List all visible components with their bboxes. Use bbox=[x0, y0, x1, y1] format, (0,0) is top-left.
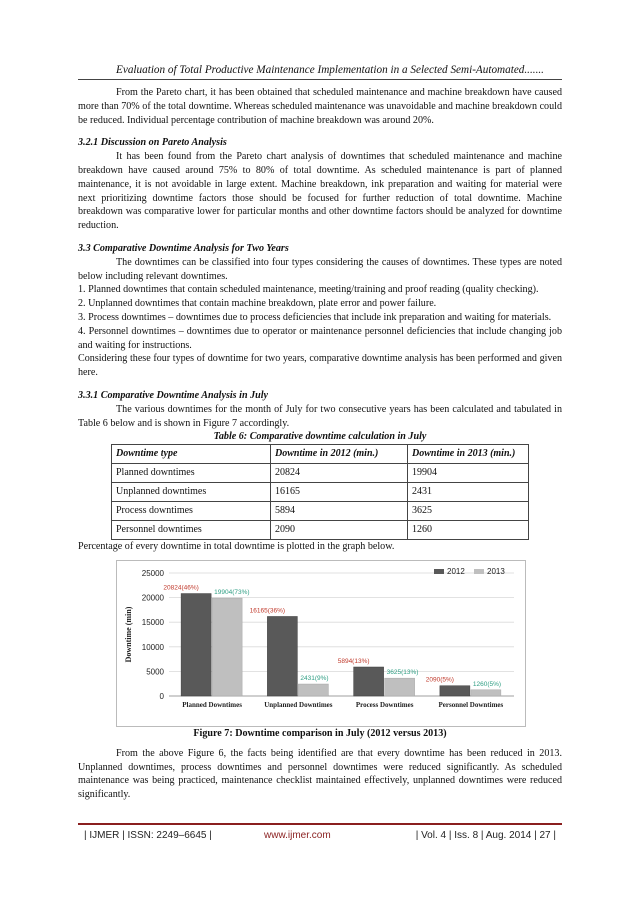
table-row bbox=[112, 483, 529, 502]
bar-2013 bbox=[471, 690, 501, 696]
table-cell: Unplanned downtimes bbox=[112, 483, 271, 502]
bar-2013 bbox=[385, 678, 415, 696]
table-cell: 20824 bbox=[271, 464, 408, 483]
y-tick-label: 0 bbox=[159, 691, 164, 701]
data-label-2012: 5894(13%) bbox=[337, 657, 370, 665]
chart-canvas bbox=[117, 561, 525, 726]
data-label-2012: 2090(5%) bbox=[425, 676, 454, 684]
legend-label-2013: 2013 bbox=[487, 566, 505, 576]
data-label-2013: 1260(5%) bbox=[472, 680, 502, 688]
x-tick-label: Planned Downtimes bbox=[182, 700, 242, 709]
paragraph-3-2-1: It has been found from the Pareto chart analysis of downtimes that scheduled maintenance and machine breakdown have caused around 75% to 80% of total downtime. As scheduled maintenance is part of planned maintenance, it is not avoidable in large extent. Machine breakdown, ink preparation and waiting for material were next prioritizing downtime factors those should be focused for further reduction of total downtime. Machine breakdown was comparative lower for particular months and other downtime factors should be analyzed for downtime reduction. bbox=[78, 151, 562, 232]
list-item: 3. Process downtimes – downtimes due to process deficiencies that include ink preparation and waiting for materials. bbox=[78, 311, 552, 323]
paragraph-considering: Considering these four types of downtime for two years, comparative downtime analysis has been performed and given here. bbox=[78, 353, 562, 379]
legend-swatch-2012 bbox=[434, 569, 444, 574]
paragraph-percentage: Percentage of every downtime in total downtime is plotted in the graph below. bbox=[78, 541, 395, 553]
table-cell: 5894 bbox=[271, 502, 408, 521]
bar-2013 bbox=[298, 684, 328, 696]
list-item: 2. Unplanned downtimes that contain machine breakdown, plate error and power failure. bbox=[78, 298, 437, 310]
list-item: 4. Personnel downtimes – downtimes due to operator or maintenance personnel deficiencies that include changing job and waiting for instructions. bbox=[78, 325, 562, 351]
footer-volume-info: | Vol. 4 | Iss. 8 | Aug. 2014 | 27 | bbox=[415, 830, 556, 841]
legend-swatch-2013 bbox=[474, 569, 484, 574]
y-tick-label: 25000 bbox=[141, 568, 164, 578]
paragraph-conclusion: From the above Figure 6, the facts being identified are that every downtime has been reduced in 2013. Unplanned downtimes, process downtimes and personnel downtimes were reduced significantly. As scheduled maintenance was being practiced, maintenance checklist maintained effectively, unplanned downtimes were reduced significantly. bbox=[78, 747, 562, 801]
x-tick-label: Personnel Downtimes bbox=[438, 700, 504, 709]
y-tick-label: 5000 bbox=[146, 667, 164, 677]
table-cell: Planned downtimes bbox=[112, 464, 271, 483]
table-cell: 2431 bbox=[408, 483, 529, 502]
table-cell: 1260 bbox=[408, 521, 529, 540]
table-row bbox=[112, 502, 529, 521]
running-header: Evaluation of Total Productive Maintenance Implementation in a Selected Semi-Automated....... bbox=[116, 64, 544, 76]
section-heading-3-3: 3.3 Comparative Downtime Analysis for Two Years bbox=[78, 242, 289, 254]
data-label-2012: 20824(46%) bbox=[163, 584, 199, 592]
page-footer bbox=[78, 828, 562, 844]
bar-2012 bbox=[440, 686, 470, 696]
table-header-row bbox=[112, 445, 529, 464]
footer-journal-info: | IJMER | ISSN: 2249–6645 | bbox=[84, 830, 212, 841]
figure-caption: Figure 7: Downtime comparison in July (2012 versus 2013) bbox=[193, 727, 447, 739]
table-cell: 16165 bbox=[271, 483, 408, 502]
table-cell: 19904 bbox=[408, 464, 529, 483]
table-caption: Table 6: Comparative downtime calculation in July bbox=[213, 431, 427, 443]
section-heading-3-2-1: 3.2.1 Discussion on Pareto Analysis bbox=[78, 137, 227, 149]
bar-2012 bbox=[267, 616, 297, 696]
footer-divider bbox=[78, 823, 562, 825]
data-label-2012: 16165(36%) bbox=[249, 607, 286, 615]
table-header-cell: Downtime in 2012 (min.) bbox=[271, 445, 408, 464]
data-label-2013: 2431(9%) bbox=[300, 674, 329, 682]
downtime-bar-chart bbox=[116, 560, 526, 727]
table-cell: 3625 bbox=[408, 502, 529, 521]
x-tick-label: Unplanned Downtimes bbox=[264, 700, 333, 709]
y-axis-title: Downtime (min) bbox=[124, 606, 133, 663]
paragraph-3-3-1: The various downtimes for the month of July for two consecutive years has been calculated and tabulated in Table 6 below and is shown in Figure 7 accordingly. bbox=[78, 403, 562, 429]
paragraph-3-3: The downtimes can be classified into four types considering the causes of downtimes. These types are noted below including relevant downtimes. bbox=[78, 256, 562, 282]
y-tick-label: 10000 bbox=[141, 642, 164, 652]
data-label-2013: 3625(13%) bbox=[386, 669, 419, 677]
bar-2012 bbox=[354, 667, 384, 696]
y-tick-label: 20000 bbox=[141, 593, 164, 603]
table-header-cell: Downtime in 2013 (min.) bbox=[408, 445, 529, 464]
bar-2013 bbox=[212, 598, 242, 696]
table-row bbox=[112, 464, 529, 483]
table-header-cell: Downtime type bbox=[112, 445, 271, 464]
paragraph-pareto: From the Pareto chart, it has been obtained that scheduled maintenance and machine breakdown have caused more than 70% of the total downtime. Whereas scheduled maintenance was unavoidable and machine breakdown could be reduced. Individual percentage contribution of machine breakdown was around 20%. bbox=[78, 87, 562, 126]
table-row bbox=[112, 521, 529, 540]
list-item: 1. Planned downtimes that contain scheduled maintenance, meeting/training and proof reading (quality checking). bbox=[78, 284, 539, 296]
x-tick-label: Process Downtimes bbox=[355, 700, 414, 709]
data-label-2013: 19904(73%) bbox=[214, 588, 250, 596]
section-heading-3-3-1: 3.3.1 Comparative Downtime Analysis in July bbox=[78, 389, 269, 401]
header-divider bbox=[78, 79, 562, 80]
y-tick-label: 15000 bbox=[141, 618, 164, 628]
footer-website-link[interactable]: www.ijmer.com bbox=[264, 830, 331, 841]
table-cell: 2090 bbox=[271, 521, 408, 540]
bar-2012 bbox=[181, 593, 211, 695]
table-cell: Personnel downtimes bbox=[112, 521, 271, 540]
downtime-table bbox=[111, 444, 529, 540]
article-body bbox=[78, 86, 562, 802]
legend-label-2012: 2012 bbox=[447, 566, 465, 576]
table-cell: Process downtimes bbox=[112, 502, 271, 521]
